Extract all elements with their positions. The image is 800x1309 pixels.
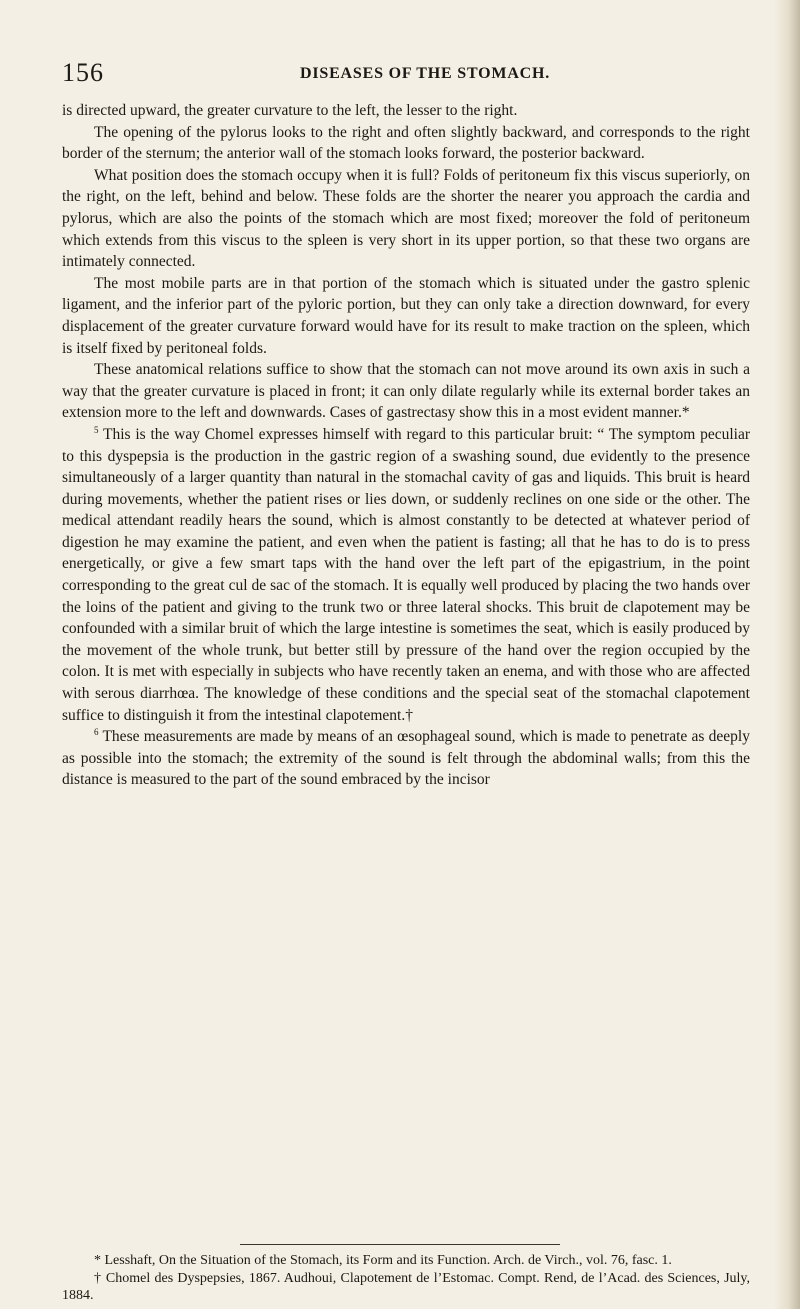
footnotes — [62, 1252, 750, 1305]
body-text — [62, 100, 750, 791]
page-header — [62, 58, 750, 88]
measurements-note-text: These measurements are made by means of an œsophageal sound, which is made to penetrate as deeply as possible into the stomach; the extremity of the sound is felt through the abdominal walls; from this the distance is measured to the part of the sound embraced by the incisor — [62, 728, 750, 789]
footnote-divider — [240, 1244, 560, 1245]
paragraph-full-stomach-position: What position does the stomach occupy when it is full? Folds of peritoneum fix this viscus superiorly, on the right, on the left, behind and below. These folds are the shorter the nearer you approach the cardia and pylorus, which are also the points of the stomach which are most fixed; moreover the fold of peritoneum which extends from this viscus to the spleen is very short in its upper portion, so that these two organs are intimately connected. — [62, 166, 750, 271]
paragraph-chomel-note — [62, 424, 750, 726]
paragraph-mobile-parts: The most mobile parts are in that portion of the stomach which is situated under the gastro splenic ligament, and the inferior part of the pyloric portion, but they can only take a direction downward, for every displacement of the greater curvature forward would have for its result to make traction on the spleen, which is itself fixed by peritoneal folds. — [62, 274, 750, 357]
note-mark-6: 6 — [94, 727, 99, 738]
chomel-note-text: This is the way Chomel expresses himself with regard to this particular bruit: “ The symptom peculiar to this dyspepsia is the production in the gastric region of a swashing sound, due evidently to the presence simultaneously of a larger quantity than natural in the stomachal cavity of gas and liquids. This bruit is heard during movements, whether the patient rises or lies down, or suddenly reclines on one side or the other. The medical attendant readily hears the sound, which is almost constantly to be detected at whatever period of digestion he may examine the patient, and even when the patient is fasting; all that he has to do is to press energetically, or give a few smart taps with the hand over the left part of the epigastrium, in the point corresponding to the great cul de sac of the stomach. It is equally well produced by placing the two hands over the loins of the patient and giving to the trunk two or three lateral shocks. This bruit de clapotement may be confounded with a similar bruit of which the large intestine is sometimes the seat, which is easily produced by the movement of the whole trunk, but better still by pressure of the hand over the region occupied by the colon. It is met with especially in subjects who have recently taken an enema, and with those who are affected with serous diarrhœa. The knowledge of these conditions and the special seat of the stomachal clapotement suffice to distinguish it from the intestinal clapotement.† — [62, 425, 750, 724]
paragraph-anatomical-relations: These anatomical relations suffice to show that the stomach can not move around its own axis in such a way that the greater curvature is placed in front; it can only dilate regularly while its external border takes an extension more to the left and downwards. Cases of gastrectasy show this in a most evident manner.* — [62, 361, 750, 422]
running-head: DISEASES OF THE STOMACH. — [300, 65, 551, 82]
footnote-lesshaft: * Lesshaft, On the Situation of the Stomach, its Form and its Function. Arch. de Virch., vol. 76, fasc. 1. — [94, 1253, 672, 1268]
paragraph-measurements-note — [62, 726, 750, 791]
note-mark-5: 5 — [94, 424, 99, 435]
page-edge-shadow — [774, 0, 800, 1309]
footnote-chomel: † Chomel des Dyspepsies, 1867. Audhoui, Clapotement de l’Estomac. Compt. Rend, de l’Acad. des Sciences, July, 1884. — [62, 1270, 750, 1303]
paragraph-continued: is directed upward, the greater curvature to the left, the lesser to the right. — [62, 102, 518, 119]
page-number: 156 — [62, 58, 104, 87]
paragraph-pylorus-opening: The opening of the pylorus looks to the right and often slightly backward, and corresponds to the right border of the sternum; the anterior wall of the stomach looks forward, the posterior backward. — [62, 123, 750, 163]
